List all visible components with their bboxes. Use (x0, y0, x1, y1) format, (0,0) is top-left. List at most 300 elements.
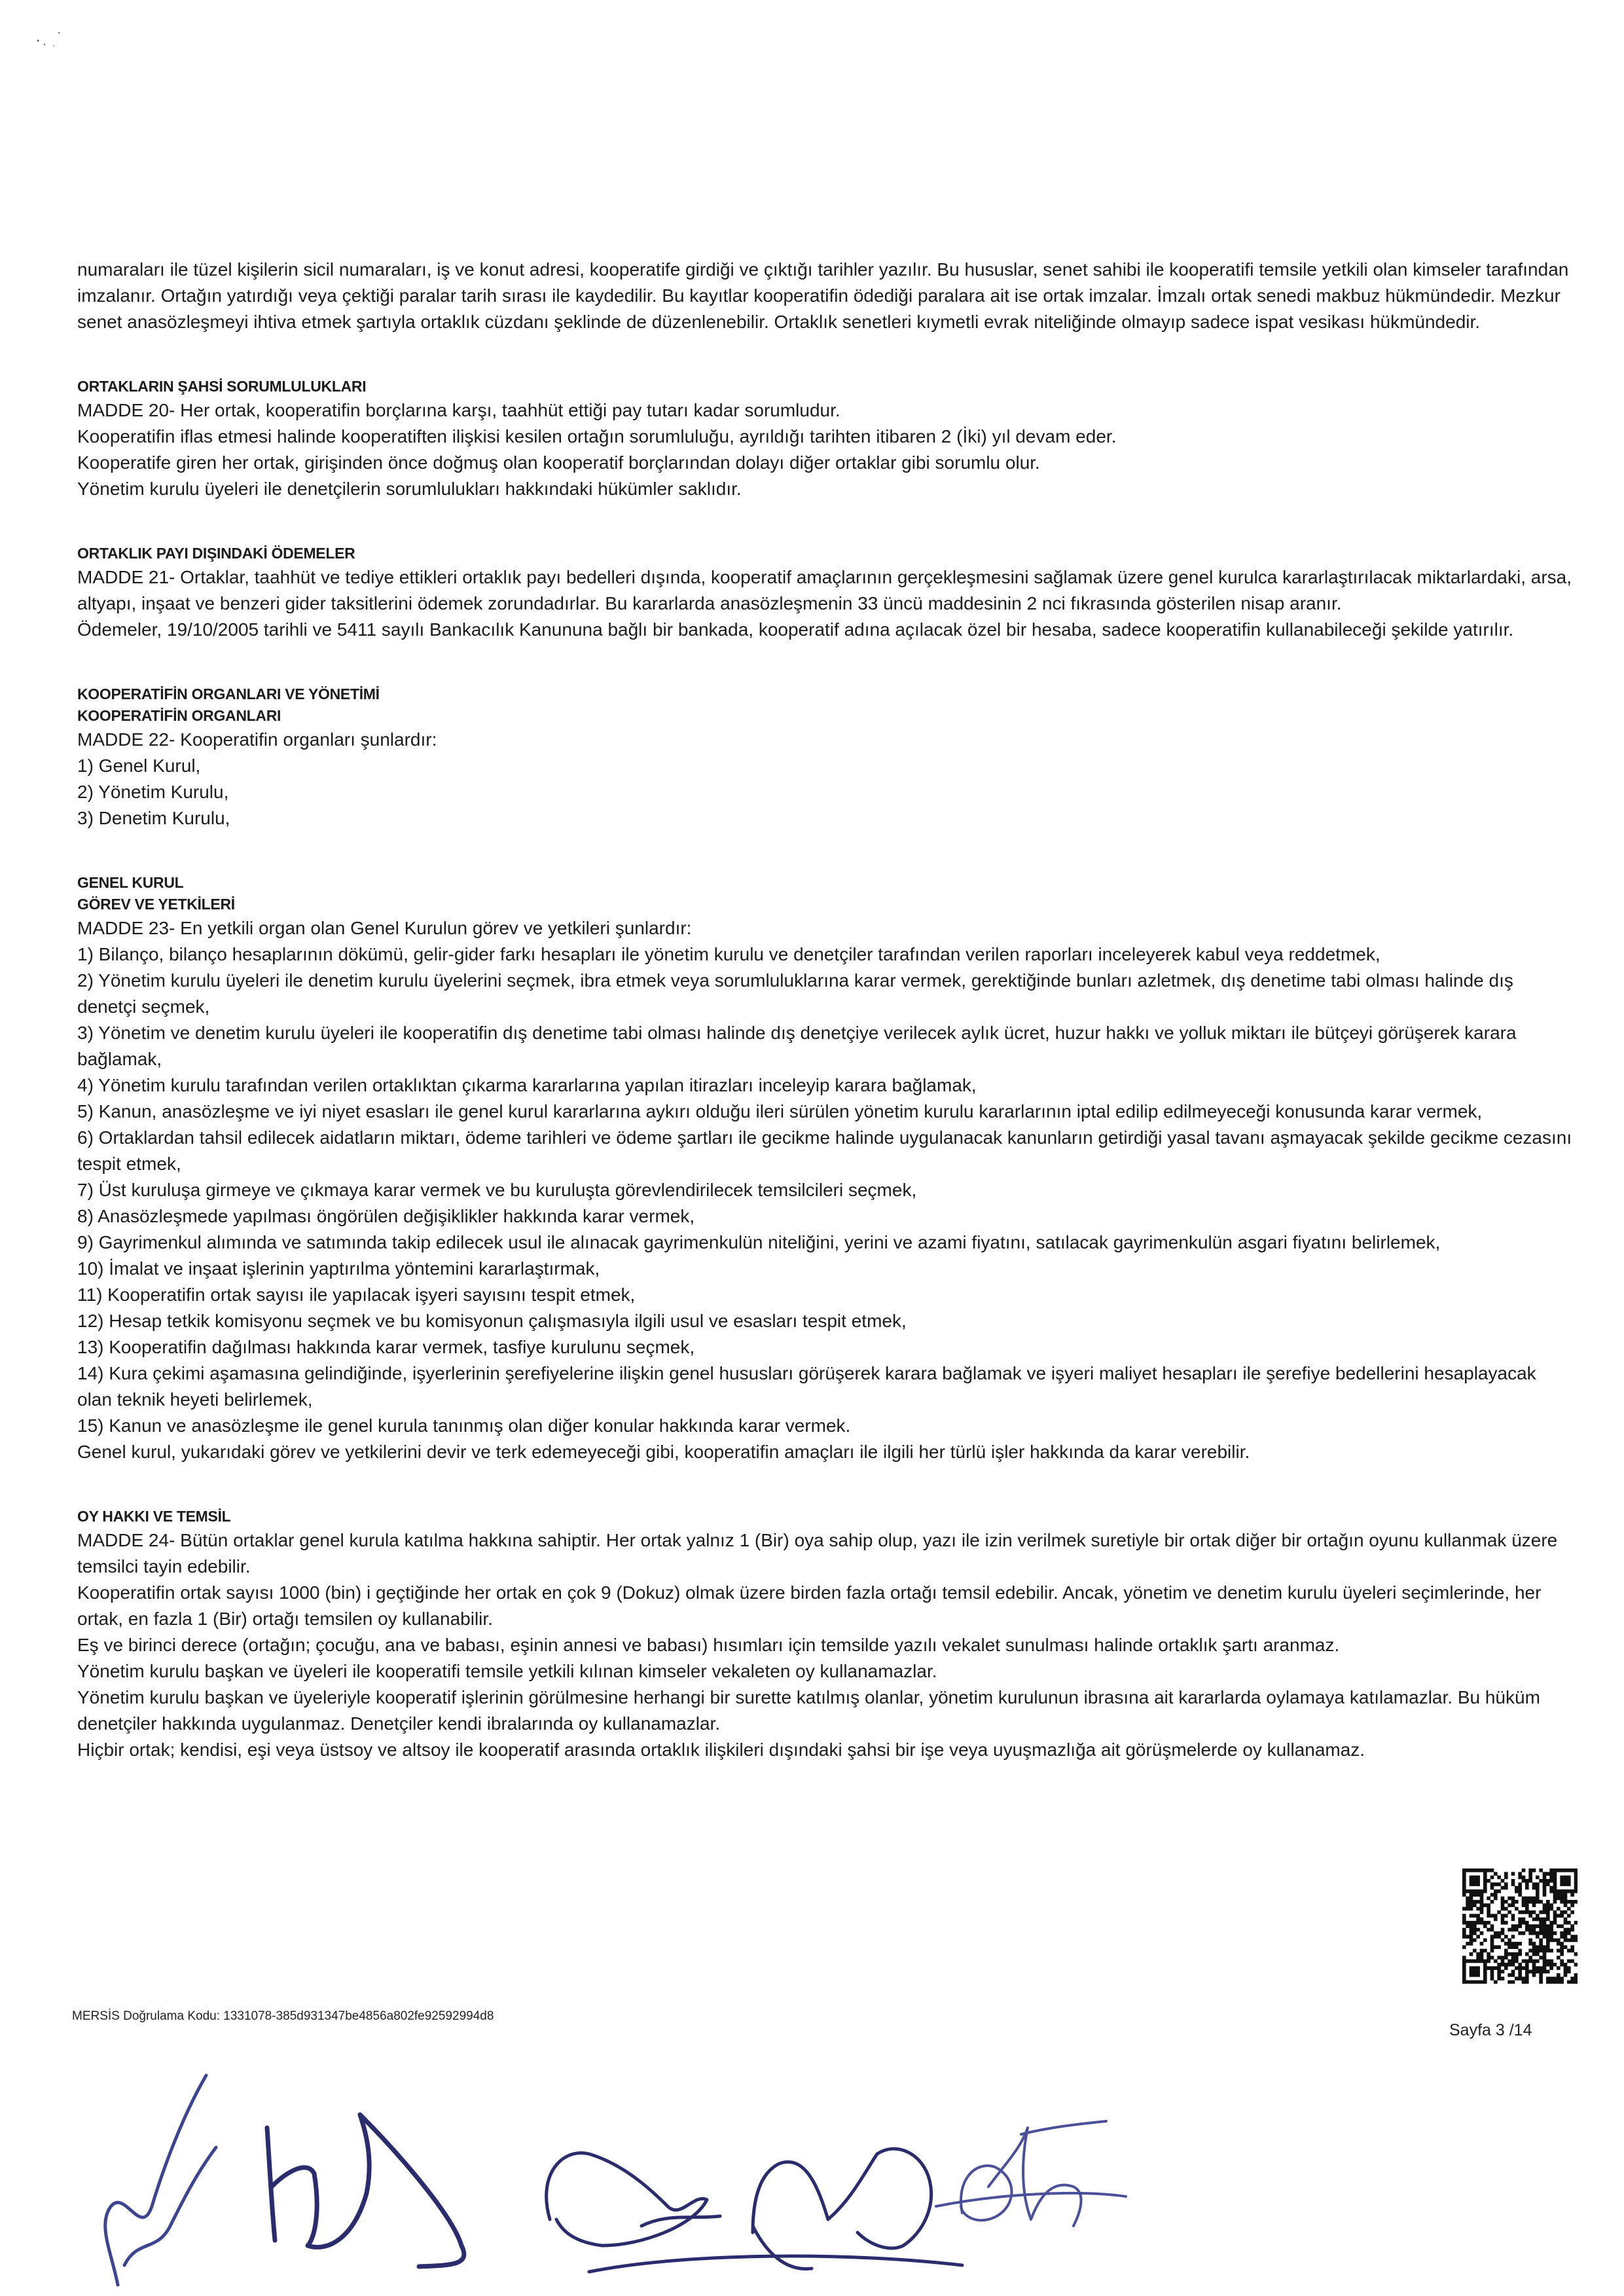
article-20-line3: Kooperatife giren her ortak, girişinden önce doğmuş olan kooperatif borçlarından dolayı diğer ortaklar gibi sorumlu olur. (77, 452, 1040, 473)
article-20-line4: Yönetim kurulu üyeleri ile denetçilerin sorumlulukları hakkındaki hükümler saklıdır. (77, 479, 742, 499)
qr-module (1528, 1897, 1532, 1901)
article-24-line3: Eş ve birinci derece (ortağın; çocuğu, ana ve babası, eşinin annesi ve babası) hısımları için temsilde yazılı vekalet sunulması halinde ortaklık şartı aranmaz. (77, 1635, 1340, 1655)
qr-module (1525, 1928, 1529, 1932)
qr-module (1518, 1918, 1522, 1922)
qr-module (1494, 1959, 1498, 1963)
qr-module (1549, 1949, 1553, 1953)
qr-module (1480, 1889, 1484, 1893)
qr-module (1470, 1939, 1473, 1942)
qr-module (1557, 1893, 1561, 1897)
qr-module (1470, 1879, 1473, 1883)
qr-module (1462, 1956, 1466, 1959)
madde-24-label: MADDE 24- (77, 1530, 175, 1550)
qr-module (1525, 1952, 1529, 1956)
qr-module (1462, 1868, 1466, 1872)
qr-module (1525, 1963, 1529, 1967)
qr-module (1525, 1886, 1529, 1890)
qr-module (1549, 1928, 1553, 1932)
qr-module (1504, 1921, 1508, 1925)
qr-module (1476, 1970, 1480, 1974)
qr-module (1490, 1876, 1494, 1880)
qr-module (1567, 1928, 1571, 1932)
qr-module (1560, 1935, 1564, 1939)
qr-module (1515, 1952, 1519, 1956)
qr-module (1476, 1907, 1480, 1911)
article-24-line1: MADDE 24- Bütün ortaklar genel kurula katılma hakkına sahiptir. Her ortak yalnız 1 (Bir) oya sahip olup, yazı ile izin verilmek suretiyle bir ortak diğer bir ortağın oyunu kullanmak üzere temsilci tayin edebilir. (77, 1530, 1558, 1576)
qr-module (1525, 1910, 1529, 1914)
qr-module (1487, 1879, 1490, 1883)
qr-module (1543, 1935, 1547, 1939)
qr-module (1507, 1910, 1511, 1914)
qr-module (1560, 1893, 1564, 1897)
qr-module (1546, 1914, 1550, 1918)
qr-module (1518, 1952, 1522, 1956)
qr-module (1522, 1931, 1526, 1935)
qr-module (1487, 1914, 1490, 1918)
qr-module (1549, 1903, 1553, 1907)
qr-module (1507, 1945, 1511, 1949)
qr-module (1574, 1879, 1578, 1883)
qr-module (1473, 1921, 1477, 1925)
qr-module (1567, 1966, 1571, 1970)
qr-module (1507, 1939, 1511, 1942)
qr-module (1532, 1973, 1536, 1977)
qr-module (1522, 1879, 1526, 1883)
qr-module (1557, 1907, 1561, 1911)
qr-module (1525, 1882, 1529, 1886)
qr-module (1536, 1924, 1540, 1928)
qr-module (1528, 1931, 1532, 1935)
qr-module (1518, 1977, 1522, 1980)
qr-module (1570, 1935, 1574, 1939)
article-22-item: 3) Denetim Kurulu, (77, 808, 230, 828)
qr-module (1522, 1903, 1526, 1907)
qr-module (1532, 1952, 1536, 1956)
qr-module (1462, 1889, 1466, 1893)
qr-module (1532, 1966, 1536, 1970)
qr-module (1462, 1931, 1466, 1935)
qr-module (1560, 1889, 1564, 1893)
qr-module (1570, 1868, 1574, 1872)
qr-module (1470, 1966, 1473, 1970)
qr-module (1574, 1868, 1578, 1872)
qr-module (1470, 1952, 1473, 1956)
qr-module (1525, 1924, 1529, 1928)
qr-module (1532, 1949, 1536, 1953)
qr-module (1473, 1924, 1477, 1928)
qr-module (1497, 1966, 1501, 1970)
qr-module (1494, 1931, 1498, 1935)
qr-module (1490, 1868, 1494, 1872)
qr-module (1466, 1980, 1470, 1984)
qr-module (1543, 1924, 1547, 1928)
qr-module (1543, 1889, 1547, 1893)
article-23-item: 15) Kanun ve anasözleşme ile genel kurula tanınmış olan diğer konular hakkında karar vermek. (77, 1415, 851, 1436)
qr-module (1511, 1918, 1515, 1922)
qr-module (1497, 1963, 1501, 1967)
heading-s21: ORTAKLIK PAYI DIŞINDAKİ ÖDEMELER (77, 545, 355, 562)
qr-module (1511, 1882, 1515, 1886)
qr-module (1574, 1886, 1578, 1890)
article-23-item: 10) İmalat ve inşaat işlerinin yaptırılma yöntemini kararlaştırmak, (77, 1258, 600, 1279)
qr-module (1564, 1900, 1568, 1904)
qr-module (1549, 1921, 1553, 1925)
qr-module (1511, 1897, 1515, 1901)
qr-module (1466, 1924, 1470, 1928)
qr-module (1480, 1931, 1484, 1935)
qr-module (1501, 1886, 1505, 1890)
qr-module (1543, 1928, 1547, 1932)
qr-module (1507, 1903, 1511, 1907)
qr-module (1570, 1903, 1574, 1907)
qr-module (1504, 1966, 1508, 1970)
qr-module (1557, 1949, 1561, 1953)
qr-module (1546, 1980, 1550, 1984)
qr-module (1476, 1980, 1480, 1984)
qr-module (1546, 1963, 1550, 1967)
qr-module (1490, 1886, 1494, 1890)
qr-module (1487, 1959, 1490, 1963)
qr-module (1504, 1882, 1508, 1886)
qr-module (1501, 1963, 1505, 1967)
qr-module (1553, 1921, 1557, 1925)
qr-module (1476, 1959, 1480, 1963)
qr-module (1532, 1882, 1536, 1886)
qr-module (1560, 1977, 1564, 1980)
qr-module (1483, 1876, 1487, 1880)
qr-module (1553, 1914, 1557, 1918)
qr-module (1511, 1945, 1515, 1949)
qr-module (1564, 1910, 1568, 1914)
qr-module (1564, 1921, 1568, 1925)
qr-module (1473, 1939, 1477, 1942)
qr-module (1501, 1928, 1505, 1932)
qr-module (1483, 1879, 1487, 1883)
qr-module (1497, 1970, 1501, 1974)
qr-module (1536, 1959, 1540, 1963)
qr-module (1480, 1918, 1484, 1922)
qr-module (1501, 1959, 1505, 1963)
qr-module (1564, 1966, 1568, 1970)
qr-module (1466, 1889, 1470, 1893)
qr-module (1518, 1886, 1522, 1890)
qr-module (1560, 1914, 1564, 1918)
qr-module (1501, 1897, 1505, 1901)
qr-module (1515, 1886, 1519, 1890)
qr-module (1483, 1882, 1487, 1886)
article-23-item: 5) Kanun, anasözleşme ve iyi niyet esasları ile genel kurul kararlarına aykırı olduğu ileri sürülen yönetim kurulu kararlarının iptal edilip edilmeyeceği konusunda karar vermek, (77, 1101, 1483, 1121)
qr-module (1462, 1872, 1466, 1876)
qr-module (1539, 1966, 1543, 1970)
qr-module (1483, 1966, 1487, 1970)
qr-module (1532, 1903, 1536, 1907)
qr-module (1539, 1910, 1543, 1914)
qr-module (1470, 1935, 1473, 1939)
qr-module (1511, 1879, 1515, 1883)
qr-module (1574, 1973, 1578, 1977)
qr-module (1483, 1973, 1487, 1977)
qr-module (1518, 1949, 1522, 1953)
qr-module (1483, 1921, 1487, 1925)
qr-module (1567, 1970, 1571, 1974)
qr-module (1574, 1921, 1578, 1925)
qr-module (1470, 1931, 1473, 1935)
qr-module (1549, 1931, 1553, 1935)
qr-module (1494, 1893, 1498, 1897)
qr-module (1553, 1963, 1557, 1967)
qr-module (1549, 1966, 1553, 1970)
qr-module (1553, 1889, 1557, 1893)
qr-module (1497, 1931, 1501, 1935)
qr-module (1532, 1886, 1536, 1890)
qr-module (1470, 1893, 1473, 1897)
qr-module (1549, 1876, 1553, 1880)
qr-module (1487, 1907, 1490, 1911)
qr-module (1515, 1945, 1519, 1949)
qr-module (1515, 1942, 1519, 1946)
qr-module (1560, 1882, 1564, 1886)
qr-module (1570, 1949, 1574, 1953)
qr-module (1473, 1903, 1477, 1907)
qr-module (1504, 1872, 1508, 1876)
qr-module (1525, 1900, 1529, 1904)
qr-module (1487, 1966, 1490, 1970)
qr-module (1462, 1879, 1466, 1883)
qr-module (1557, 1868, 1561, 1872)
qr-module (1490, 1893, 1494, 1897)
qr-module (1560, 1980, 1564, 1984)
qr-module (1567, 1868, 1571, 1872)
qr-module (1560, 1931, 1564, 1935)
qr-module (1528, 1942, 1532, 1946)
qr-module (1528, 1872, 1532, 1876)
qr-module (1522, 1921, 1526, 1925)
signatures (0, 2056, 1624, 2296)
qr-module (1476, 1973, 1480, 1977)
qr-module (1570, 1889, 1574, 1893)
qr-module (1490, 1882, 1494, 1886)
qr-module (1536, 1931, 1540, 1935)
qr-module (1476, 1889, 1480, 1893)
qr-module (1570, 1939, 1574, 1942)
qr-module (1543, 1886, 1547, 1890)
qr-module (1483, 1889, 1487, 1893)
qr-module (1543, 1945, 1547, 1949)
qr-module (1494, 1980, 1498, 1984)
qr-module (1528, 1868, 1532, 1872)
qr-module (1564, 1882, 1568, 1886)
qr-module (1494, 1914, 1498, 1918)
qr-module (1560, 1952, 1564, 1956)
article-21-line2: Ödemeler, 19/10/2005 tarihli ve 5411 sayılı Bankacılık Kanununa bağlı bir bankada, kooperatif adına açılacak özel bir hesaba, sadece kooperatifin kullanabileceği şekilde yatırılır. (77, 619, 1514, 640)
qr-module (1483, 1970, 1487, 1974)
qr-module (1522, 1900, 1526, 1904)
qr-code (1462, 1868, 1578, 1984)
mersis-code: MERSİS Doğrulama Kodu: 1331078-385d931347be4856a802fe92592994d8 (72, 2009, 494, 2023)
qr-module (1476, 1952, 1480, 1956)
qr-module (1494, 1918, 1498, 1922)
qr-module (1546, 1949, 1550, 1953)
qr-module (1574, 1980, 1578, 1984)
signature-5 (936, 2121, 1126, 2226)
qr-module (1470, 1942, 1473, 1946)
qr-module (1570, 1945, 1574, 1949)
qr-module (1528, 1879, 1532, 1883)
qr-module (1480, 1868, 1484, 1872)
article-23-item: 8) Anasözleşmede yapılması öngörülen değişiklikler hakkında karar vermek, (77, 1206, 695, 1226)
qr-module (1557, 1924, 1561, 1928)
qr-module (1553, 1872, 1557, 1876)
qr-module (1480, 1980, 1484, 1984)
qr-module (1504, 1963, 1508, 1967)
qr-module (1476, 1928, 1480, 1932)
qr-module (1515, 1977, 1519, 1980)
qr-module (1546, 1882, 1550, 1886)
qr-module (1476, 1893, 1480, 1897)
qr-module (1473, 1966, 1477, 1970)
qr-module (1560, 1945, 1564, 1949)
qr-module (1543, 1872, 1547, 1876)
qr-module (1564, 1903, 1568, 1907)
qr-module (1470, 1928, 1473, 1932)
qr-module (1487, 1897, 1490, 1901)
qr-module (1480, 1910, 1484, 1914)
qr-module (1504, 1914, 1508, 1918)
qr-module (1507, 1963, 1511, 1967)
qr-module (1574, 1939, 1578, 1942)
qr-module (1536, 1945, 1540, 1949)
qr-module (1539, 1879, 1543, 1883)
qr-module (1507, 1959, 1511, 1963)
qr-module (1543, 1921, 1547, 1925)
qr-module (1525, 1966, 1529, 1970)
qr-module (1536, 1886, 1540, 1890)
qr-module (1483, 1886, 1487, 1890)
qr-module (1473, 1868, 1477, 1872)
qr-module (1462, 1921, 1466, 1925)
qr-module (1557, 1914, 1561, 1918)
qr-module (1553, 1980, 1557, 1984)
qr-module (1564, 1879, 1568, 1883)
article-23-item: 1) Bilanço, bilanço hesaplarının dökümü, gelir-gider farkı hesapları ile yönetim kurulu ve denetçiler tarafından verilen raporları inceleyerek kabul veya reddetmek, (77, 944, 1380, 964)
qr-module (1497, 1977, 1501, 1980)
qr-module (1522, 1897, 1526, 1901)
qr-module (1522, 1918, 1526, 1922)
qr-module (1483, 1949, 1487, 1953)
qr-module (1518, 1893, 1522, 1897)
qr-module (1525, 1903, 1529, 1907)
qr-module (1473, 1889, 1477, 1893)
qr-module (1504, 1907, 1508, 1911)
article-23-item: 14) Kura çekimi aşamasına gelindiğinde, işyerlerinin şerefiyelerine ilişkin genel hususları görüşerek karara bağlamak ve işyeri maliyet hesapları ile şerefiye bedellerini hesaplayacak olan teknik heyeti belirlemek, (77, 1363, 1536, 1410)
qr-module (1490, 1973, 1494, 1977)
qr-module (1462, 1977, 1466, 1980)
heading-s20: ORTAKLARIN ŞAHSİ SORUMLULUKLARI (77, 378, 367, 395)
qr-module (1504, 1956, 1508, 1959)
qr-module (1518, 1973, 1522, 1977)
qr-module (1490, 1900, 1494, 1904)
qr-module (1518, 1921, 1522, 1925)
qr-module (1567, 1907, 1571, 1911)
qr-module (1511, 1970, 1515, 1974)
qr-module (1501, 1918, 1505, 1922)
article-24-line4: Yönetim kurulu başkan ve üyeleri ile kooperatifi temsile yetkili kılınan kimseler vekaleten oy kullanamazlar. (77, 1661, 937, 1681)
qr-module (1549, 1935, 1553, 1939)
qr-module (1574, 1935, 1578, 1939)
qr-module (1497, 1910, 1501, 1914)
qr-module (1476, 1900, 1480, 1904)
qr-module (1515, 1928, 1519, 1932)
qr-module (1546, 1945, 1550, 1949)
qr-module (1525, 1897, 1529, 1901)
qr-module (1470, 1876, 1473, 1880)
qr-module (1525, 1921, 1529, 1925)
qr-module (1567, 1921, 1571, 1925)
qr-module (1543, 1907, 1547, 1911)
qr-module (1501, 1914, 1505, 1918)
qr-module (1525, 1959, 1529, 1963)
qr-module (1549, 1886, 1553, 1890)
qr-module (1539, 1868, 1543, 1872)
qr-module (1528, 1910, 1532, 1914)
article-23-item: 7) Üst kuruluşa girmeye ve çıkmaya karar vermek ve bu kuruluşta görevlendirilecek temsilcileri seçmek, (77, 1180, 917, 1200)
qr-module (1518, 1889, 1522, 1893)
article-24-line5: Yönetim kurulu başkan ve üyeleriyle kooperatif işlerinin görülmesine herhangi bir surette katılmış olanlar, yönetim kurulunun ibrasına ait kararlarda oylamaya katılamazlar. Bu hüküm denetçiler hakkında uygulanmaz. Denetçiler kendi ibralarında oy kullanamazlar. (77, 1687, 1540, 1734)
madde-21-label: MADDE 21- (77, 567, 175, 587)
qr-module (1560, 1868, 1564, 1872)
qr-module (1528, 1970, 1532, 1974)
qr-module (1483, 1977, 1487, 1980)
qr-module (1557, 1897, 1561, 1901)
qr-module (1564, 1928, 1568, 1932)
qr-module (1487, 1910, 1490, 1914)
qr-module (1494, 1966, 1498, 1970)
qr-module (1560, 1963, 1564, 1967)
qr-module (1511, 1914, 1515, 1918)
qr-module (1462, 1970, 1466, 1974)
signature-1 (105, 2075, 216, 2285)
qr-module (1487, 1956, 1490, 1959)
heading-s22-1: KOOPERATİFİN ORGANLARI VE YÖNETİMİ (77, 685, 380, 702)
article-23-intro: MADDE 23- En yetkili organ olan Genel Kurulun görev ve yetkileri şunlardır: (77, 918, 692, 938)
qr-module (1522, 1959, 1526, 1963)
qr-module (1525, 1977, 1529, 1980)
qr-module (1546, 1977, 1550, 1980)
qr-module (1501, 1907, 1505, 1911)
qr-module (1574, 1882, 1578, 1886)
qr-module (1553, 1879, 1557, 1883)
qr-module (1515, 1924, 1519, 1928)
qr-module (1470, 1882, 1473, 1886)
qr-module (1470, 1900, 1473, 1904)
qr-module (1480, 1893, 1484, 1897)
qr-module (1532, 1942, 1536, 1946)
qr-module (1473, 1970, 1477, 1974)
qr-module (1546, 1907, 1550, 1911)
qr-module (1560, 1876, 1564, 1880)
qr-module (1536, 1970, 1540, 1974)
qr-module (1511, 1935, 1515, 1939)
qr-module (1483, 1980, 1487, 1984)
qr-module (1546, 1879, 1550, 1883)
qr-module (1511, 1928, 1515, 1932)
qr-module (1462, 1914, 1466, 1918)
qr-module (1466, 1959, 1470, 1963)
qr-module (1501, 1903, 1505, 1907)
qr-module (1539, 1939, 1543, 1942)
qr-module (1494, 1897, 1498, 1901)
qr-module (1560, 1900, 1564, 1904)
